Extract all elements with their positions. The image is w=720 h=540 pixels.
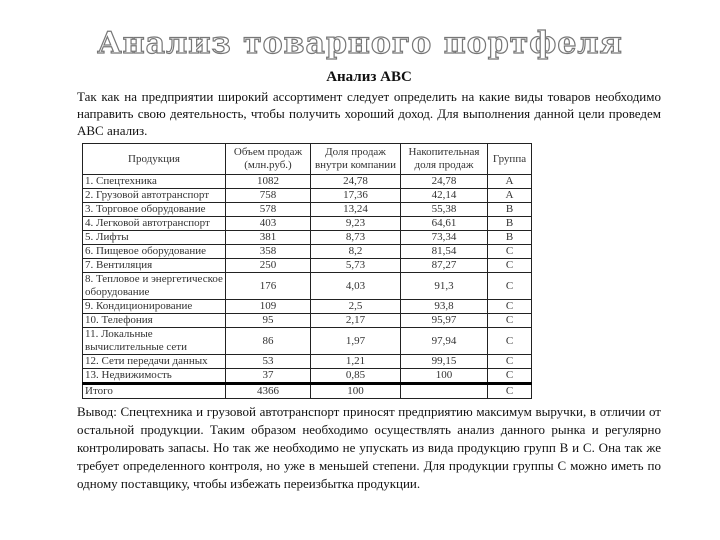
table-row (83, 217, 532, 231)
column-header: Группа (488, 144, 532, 175)
table-cell: 17,36 (311, 189, 401, 203)
table-cell: 100 (311, 384, 401, 399)
table-cell: 8,2 (311, 245, 401, 259)
table-cell: 5,73 (311, 259, 401, 273)
table-cell: 8,73 (311, 231, 401, 245)
table-row (83, 231, 532, 245)
table-row (83, 273, 532, 300)
table-cell: B (488, 203, 532, 217)
table-cell: 73,34 (401, 231, 488, 245)
table-cell: 1. Спецтехника (83, 175, 226, 189)
table-cell: C (488, 245, 532, 259)
table-cell: 55,38 (401, 203, 488, 217)
table-cell: 37 (226, 369, 311, 384)
column-header: Объем продаж (млн.руб.) (226, 144, 311, 175)
table-cell: 86 (226, 328, 311, 355)
table-row (83, 259, 532, 273)
table-cell: B (488, 231, 532, 245)
table-cell: 4366 (226, 384, 311, 399)
table-cell: 578 (226, 203, 311, 217)
table-cell: 91,3 (401, 273, 488, 300)
table-cell: 381 (226, 231, 311, 245)
table-cell: 1082 (226, 175, 311, 189)
table-row (83, 245, 532, 259)
table-cell: 358 (226, 245, 311, 259)
table-cell: 176 (226, 273, 311, 300)
table-cell: B (488, 217, 532, 231)
table-cell: 1,97 (311, 328, 401, 355)
table-cell: 100 (401, 369, 488, 384)
table-cell: 758 (226, 189, 311, 203)
table-cell: C (488, 314, 532, 328)
table-cell: C (488, 355, 532, 369)
table-cell: 109 (226, 300, 311, 314)
table-cell: 2,5 (311, 300, 401, 314)
table-cell: 1,21 (311, 355, 401, 369)
table-row (83, 300, 532, 314)
table-cell: 99,15 (401, 355, 488, 369)
table-cell: 95,97 (401, 314, 488, 328)
table-row (83, 314, 532, 328)
table-cell: 12. Сети передачи данных (83, 355, 226, 369)
table-cell: 13,24 (311, 203, 401, 217)
table-row (83, 384, 532, 399)
table-cell: C (488, 300, 532, 314)
table-cell (401, 384, 488, 399)
column-header: Накопительная доля продаж (401, 144, 488, 175)
table-cell: Итого (83, 384, 226, 399)
table-cell: 97,94 (401, 328, 488, 355)
table-row (83, 369, 532, 384)
table-cell: 5. Лифты (83, 231, 226, 245)
table-cell: 93,8 (401, 300, 488, 314)
table-cell: 24,78 (401, 175, 488, 189)
table-cell: 9. Кондиционирование (83, 300, 226, 314)
table-cell: 7. Вентиляция (83, 259, 226, 273)
table-cell: 6. Пищевое оборудование (83, 245, 226, 259)
table-cell: 11. Локальные вычислительные сети (83, 328, 226, 355)
table-row (83, 203, 532, 217)
table-cell: 403 (226, 217, 311, 231)
table-cell: 95 (226, 314, 311, 328)
table-cell: C (488, 273, 532, 300)
abc-table (82, 143, 532, 399)
table-row (83, 189, 532, 203)
column-header: Продукция (83, 144, 226, 175)
table-cell: 3. Торговое оборудование (83, 203, 226, 217)
conclusion-paragraph: Вывод: Спецтехника и грузовой автотранспорт приносят предприятию максимум выручки, в отличии от остальной продукции. Таким образом необходимо осуществлять анализ данного рынка и регулярно контролировать запасы. Но так же необходимо не упускать из вида продукцию групп В и С. Она так же требует определенного контроля, но уже в меньшей степени. Для продукции группы С можно иметь по одному поставщику, чтобы избежать переизбытка продукции. (77, 404, 661, 491)
table-header (83, 144, 532, 175)
table-cell: 4,03 (311, 273, 401, 300)
table-cell: 81,54 (401, 245, 488, 259)
table-cell: 87,27 (401, 259, 488, 273)
table-row (83, 328, 532, 355)
section-heading: Анализ АВС (326, 69, 412, 85)
table-cell: 13. Недвижимость (83, 369, 226, 384)
table-cell: C (488, 384, 532, 399)
table-row (83, 355, 532, 369)
table-cell: 9,23 (311, 217, 401, 231)
intro-paragraph: Так как на предприятии широкий ассортимент следует определить на какие виды товаров необходимо направить свою деятельность, чтобы получить хороший доход. Для выполнения данной цели проведем АВС анализ. (77, 89, 661, 138)
table-cell: 8. Тепловое и энергетическое оборудование (83, 273, 226, 300)
table-cell: C (488, 369, 532, 384)
table-cell: A (488, 189, 532, 203)
slide-title: Анализ товарного портфеля (97, 26, 623, 61)
table-cell: 53 (226, 355, 311, 369)
table-cell: C (488, 259, 532, 273)
table-cell: 4. Легковой автотранспорт (83, 217, 226, 231)
table-cell: 10. Телефония (83, 314, 226, 328)
table-cell: 2. Грузовой автотранспорт (83, 189, 226, 203)
table-cell: A (488, 175, 532, 189)
table-cell: C (488, 328, 532, 355)
table-cell: 42,14 (401, 189, 488, 203)
table-cell: 2,17 (311, 314, 401, 328)
table-cell: 250 (226, 259, 311, 273)
table-cell: 64,61 (401, 217, 488, 231)
column-header: Доля продаж внутри компании (311, 144, 401, 175)
table-cell: 0,85 (311, 369, 401, 384)
table-row (83, 175, 532, 189)
table-cell: 24,78 (311, 175, 401, 189)
